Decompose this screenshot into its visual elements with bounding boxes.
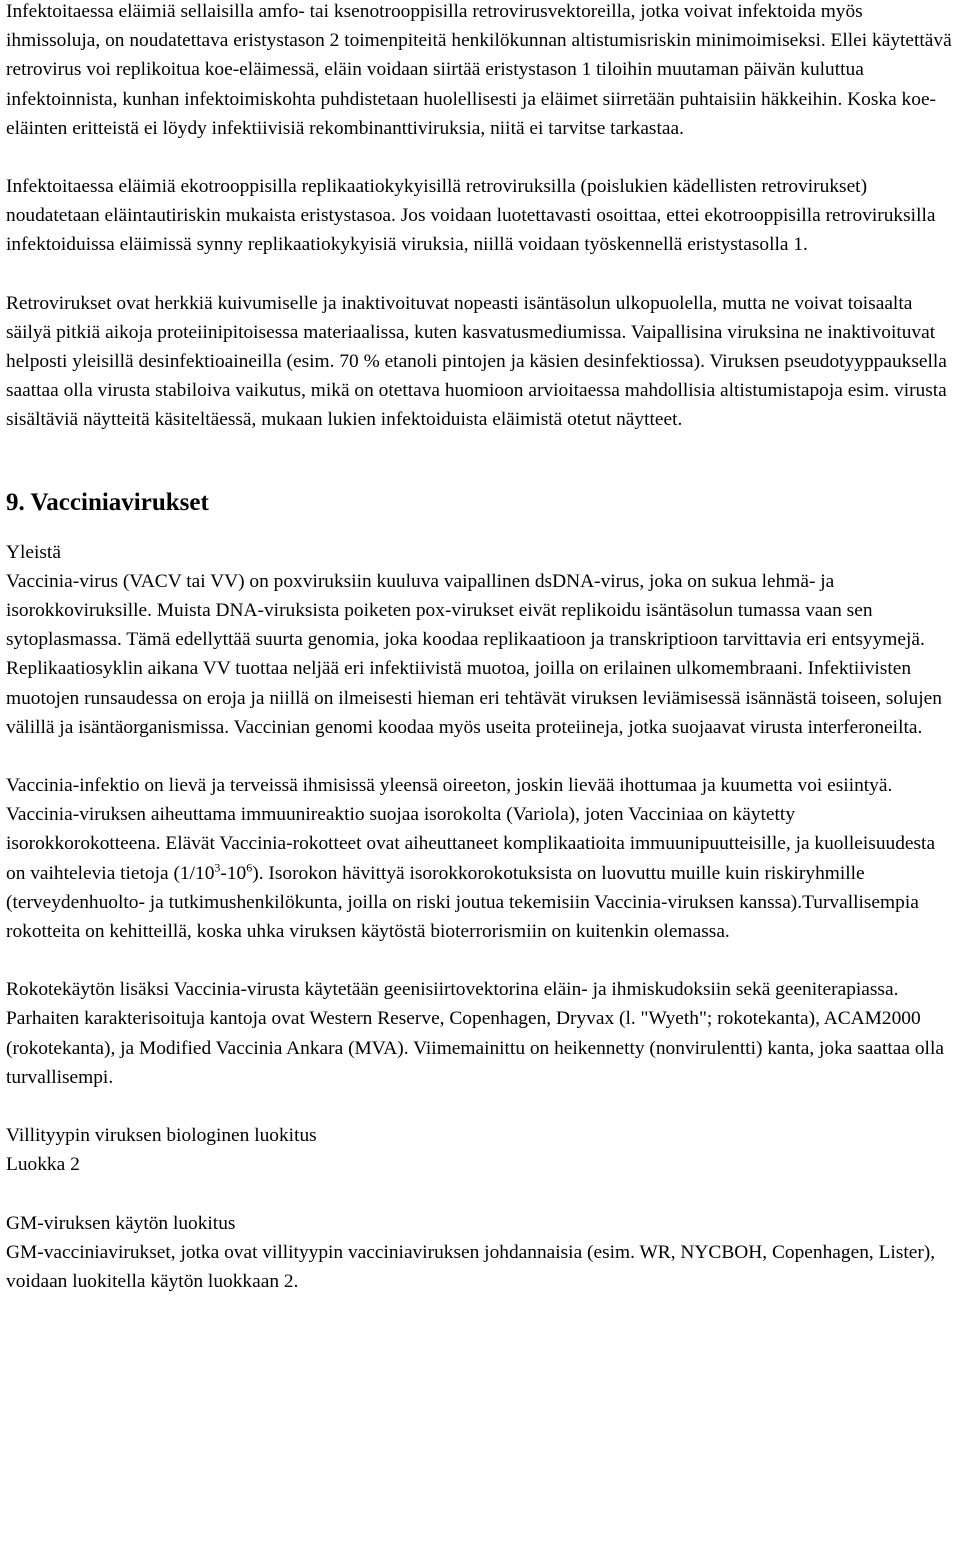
subheading-general: Yleistä (6, 541, 61, 563)
infection-text-before: Vaccinia-infektio on lievä ja terveissä ihmisissä yleensä oireeton, joskin lievää ihottumaa ja kuumetta voi esiintyä. Vaccinia-viruksen aiheuttama immuunireaktio suojaa isorokolta (Variola), joten Vacciniaa on käytetty isorokkorokotteena. Elävät Vaccinia-rokotteet ovat aiheuttaneet komplikaatioita immuunipuutteisille, ja kuolleisuudesta on vaihtelevia tietoja (1/10 (6, 775, 936, 884)
paragraph-vaccinia-infection (6, 771, 954, 946)
superscript-exponent-6: 6 (246, 860, 253, 875)
paragraph-vaccinia-vector: Rokotekäytön lisäksi Vaccinia-virusta käytetään geenisiirtovektorina eläin- ja ihmiskudoksiin sekä geeniterapiassa. Parhaiten karakterisoituja kantoja ovat Western Reserve, Copenhagen, Dryvax (l. "Wyeth"; rokotekanta), ACAM2000 (rokotekanta), ja Modified Vaccinia Ankara (MVA). Viimemainittu on heikennetty (nonvirulentti) kanta, joka saattaa olla turvallisempi. (6, 979, 944, 1088)
gm-classification-label: GM-viruksen käytön luokitus (6, 1212, 236, 1234)
infection-text-mid: -10 (220, 862, 247, 884)
classification-label: Villityypin viruksen biologinen luokitus (6, 1125, 317, 1147)
paragraph-vaccinia-general: Vaccinia-virus (VACV tai VV) on poxviruksiin kuuluva vaipallinen dsDNA-virus, joka on sukua lehmä- ja isorokkoviruksille. Muista DNA-viruksista poiketen pox-virukset eivät replikoidu isäntäsolun tumassa vaan sen sytoplasmassa. Tämä edellyttää suurta genomia, joka koodaa replikaatioon ja transkriptioon tarvittavia eri entsyymejä. Replikaatiosyklin aikana VV tuottaa neljää eri infektiivistä muotoa, joilla on erilainen ulkomembraani. Infektiivisten muotojen runsaudessa on eroja ja niillä on ilmeisesti hieman eri tehtävät viruksen leviämisessä isännästä toiseen, solujen välillä ja isäntäorganismissa. Vaccinian genomi koodaa myös useita proteiineja, jotka suojaavat virusta interferoneilta. (6, 570, 942, 738)
infection-text-after: ). Isorokon hävittyä isorokkorokotuksista on luovuttu muille kuin riskiryhmille (terveydenhuolto- ja tutkimushenkilökunta, joilla on riski joutua tekemisiin Vaccinia-viruksen kanssa).Turvallisempia rokotteita on kehitteillä, koska uhka viruksen käytöstä bioterrorismiin on kuitenkin olemassa. (6, 862, 919, 943)
superscript-exponent-3: 3 (214, 860, 221, 875)
paragraph-retrovirus-ekotrooppiset: Infektoitaessa eläimiä ekotrooppisilla replikaatiokykyisillä retroviruksilla (poislukien kädellisten retrovirukset) noudatetaan eläintautiriskin mukaista eristystasoa. Jos voidaan luotettavasti osoittaa, ettei ekotrooppisilla retroviruksilla infektoiduissa eläimissä synny replikaatiokykyisiä viruksia, niillä voidaan työskennellä eristystasolla 1. (6, 176, 936, 256)
paragraph-retrovirus-stability: Retrovirukset ovat herkkiä kuivumiselle ja inaktivoituvat nopeasti isäntäsolun ulkopuolella, mutta ne voivat toisaalta säilyä pitkiä aikoja proteiinipitoisessa materiaalissa, kuten kasvatusmediumissa. Vaipallisina viruksina ne inaktivoituvat helposti yleisillä desinfektioaineilla (esim. 70 % etanoli pintojen ja käsien desinfektiossa). Viruksen pseudotyyppauksella saattaa olla virusta stabiloiva vaikutus, mikä on otettava huomioon arvioitaessa mahdollisia altistumistapoja esim. virusta sisältäviä näytteitä käsiteltäessä, mukaan lukien infektoiduista eläimistä otetut näytteet. (6, 292, 947, 431)
paragraph-retrovirus-amfo: Infektoitaessa eläimiä sellaisilla amfo- tai ksenotrooppisilla retrovirusvektoreilla, jotka voivat infektoida myös ihmissoluja, on noudatettava eristystason 2 toimenpiteitä henkilökunnan altistumisriskin minimoimiseksi. Ellei käytettävä retrovirus voi replikoitua koe-eläimessä, eläin voidaan siirtää eristystason 1 tiloihin muutaman päivän kuluttua infektoinnista, kunhan infektoimiskohta puhdistetaan huolellisesti ja eläimet siirretään puhtaisiin häkkeihin. Koska koe-eläinten eritteistä ei löydy infektiivisiä rekombinanttiviruksia, niitä ei tarvitse tarkastaa. (6, 1, 952, 139)
section-heading-vacciniavirukset: 9. Vacciniavirukset (6, 488, 209, 516)
gm-classification-text: GM-vacciniavirukset, jotka ovat villityypin vacciniaviruksen johdannaisia (esim. WR, NYCBOH, Copenhagen, Lister), voidaan luokitella käytön luokkaan 2. (6, 1241, 936, 1292)
document-page (6, 0, 954, 1296)
classification-value: Luokka 2 (6, 1154, 80, 1176)
